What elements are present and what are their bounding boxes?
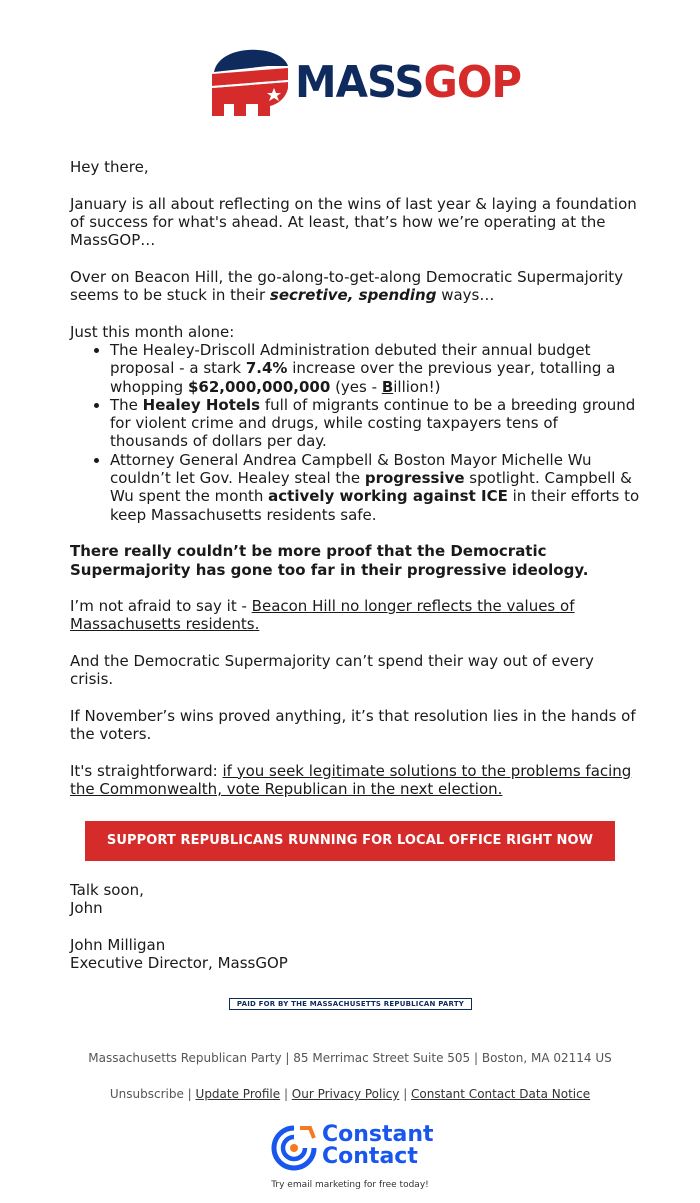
logo-gop: GOP	[423, 57, 522, 108]
afraid-text: I’m not afraid to say it -	[70, 597, 252, 616]
update-profile-link[interactable]: Update Profile	[195, 1087, 281, 1101]
footer-separator: |	[280, 1087, 292, 1101]
signature-block	[70, 936, 640, 973]
bullet-text: illion!)	[393, 377, 441, 396]
bullet-text: Attorney General Andrea Campbell & Boston Mayor Michelle Wu couldn’t let Gov. Healey steal the	[110, 450, 592, 488]
bullet-text: increase over the previous year, totalling a whopping	[110, 359, 616, 396]
footer-address: Massachusetts Republican Party | 85 Merrimac Street Suite 505 | Boston, MA 02114 US	[88, 1051, 612, 1065]
privacy-policy-link[interactable]: Our Privacy Policy	[291, 1087, 400, 1101]
logo-mass: MASS	[295, 57, 424, 108]
cc-line2: Contact	[322, 1144, 418, 1169]
straightforward-paragraph	[70, 762, 640, 799]
elephant-logo-icon	[208, 44, 292, 116]
cc-line1: Constant	[322, 1122, 434, 1147]
constant-contact-wordmark	[322, 1124, 434, 1168]
footer-separator: |	[399, 1087, 412, 1101]
beacon-text-post: ways…	[436, 286, 495, 305]
footer-separator: |	[183, 1087, 196, 1101]
paid-for-disclaimer: PAID FOR BY THE MASSACHUSETTS REPUBLICAN PARTY	[229, 998, 472, 1010]
beacon-emphasis: secretive, spending	[269, 286, 437, 305]
signoff-closing	[70, 881, 640, 918]
budget-amount: $62,000,000,000	[187, 377, 331, 396]
beacon-hill-link[interactable]: Beacon Hill no longer reflects the values of Massachusetts residents.	[70, 597, 575, 634]
issues-list	[70, 341, 640, 524]
signature-title: Executive Director, MassGOP	[70, 954, 288, 973]
constant-contact-tagline[interactable]: Try email marketing for free today!	[271, 1180, 429, 1190]
bullet-text: The	[110, 395, 143, 414]
straightforward-text: It's straightforward:	[70, 761, 223, 780]
signoff	[70, 881, 640, 991]
budget-percent: 7.4%	[245, 359, 288, 378]
massgop-logo	[0, 44, 700, 119]
billion-b: B	[381, 377, 394, 396]
email-body	[70, 158, 640, 817]
data-notice-link[interactable]: Constant Contact Data Notice	[411, 1087, 591, 1101]
healey-hotels: Healey Hotels	[142, 395, 261, 414]
november-paragraph: If November’s wins proved anything, it’s that resolution lies in the hands of the voters.	[70, 706, 636, 744]
afraid-paragraph	[70, 597, 640, 634]
list-item	[110, 341, 640, 396]
bullet-text: in their efforts to keep Massachusetts residents safe.	[110, 487, 640, 524]
footer-links	[0, 1087, 700, 1101]
intro-paragraph: January is all about reflecting on the wins of last year & laying a foundation of success for what's ahead. At least, that’s how we’re operating at the MassGOP…	[70, 194, 637, 250]
ice-bold: actively working against ICE	[268, 487, 508, 506]
list-item	[110, 396, 640, 451]
signoff-first-name: John	[70, 899, 103, 918]
vote-republican-link[interactable]: if you seek legitimate solutions to the problems facing the Commonwealth, vote Republican in the next election.	[70, 761, 632, 799]
logo-wordmark	[295, 48, 521, 118]
beacon-paragraph	[70, 268, 640, 305]
constant-contact-logo[interactable]	[270, 1124, 440, 1174]
bullet-text: (yes -	[330, 377, 382, 396]
greeting: Hey there,	[70, 158, 149, 176]
support-republicans-button[interactable]: SUPPORT REPUBLICANS RUNNING FOR LOCAL OFFICE RIGHT NOW	[85, 821, 615, 861]
month-intro: Just this month alone:	[70, 322, 235, 341]
list-item	[110, 451, 640, 524]
beacon-text-pre: Over on Beacon Hill, the go-along-to-get-along Democratic Supermajority seems to be stuck in their	[70, 267, 624, 305]
bullet-text: full of migrants continue to be a breeding ground for violent crime and drugs, while costing taxpayers tens of thousands of dollars per day.	[110, 395, 636, 451]
progressive-bold: progressive	[364, 469, 465, 488]
spend-paragraph: And the Democratic Supermajority can’t spend their way out of every crisis.	[70, 652, 594, 689]
proof-paragraph: There really couldn’t be more proof that the Democratic Supermajority has gone too far in their progressive ideology.	[70, 542, 589, 579]
signature-name: John Milligan	[70, 935, 166, 954]
talk-soon: Talk soon,	[70, 881, 144, 899]
bullet-text: spotlight. Campbell & Wu spent the month	[110, 469, 632, 506]
bullet-text: The Healey-Driscoll Administration debuted their annual budget proposal - a stark	[110, 340, 591, 378]
unsubscribe-link[interactable]: Unsubscribe	[109, 1087, 184, 1101]
constant-contact-icon	[270, 1124, 318, 1172]
